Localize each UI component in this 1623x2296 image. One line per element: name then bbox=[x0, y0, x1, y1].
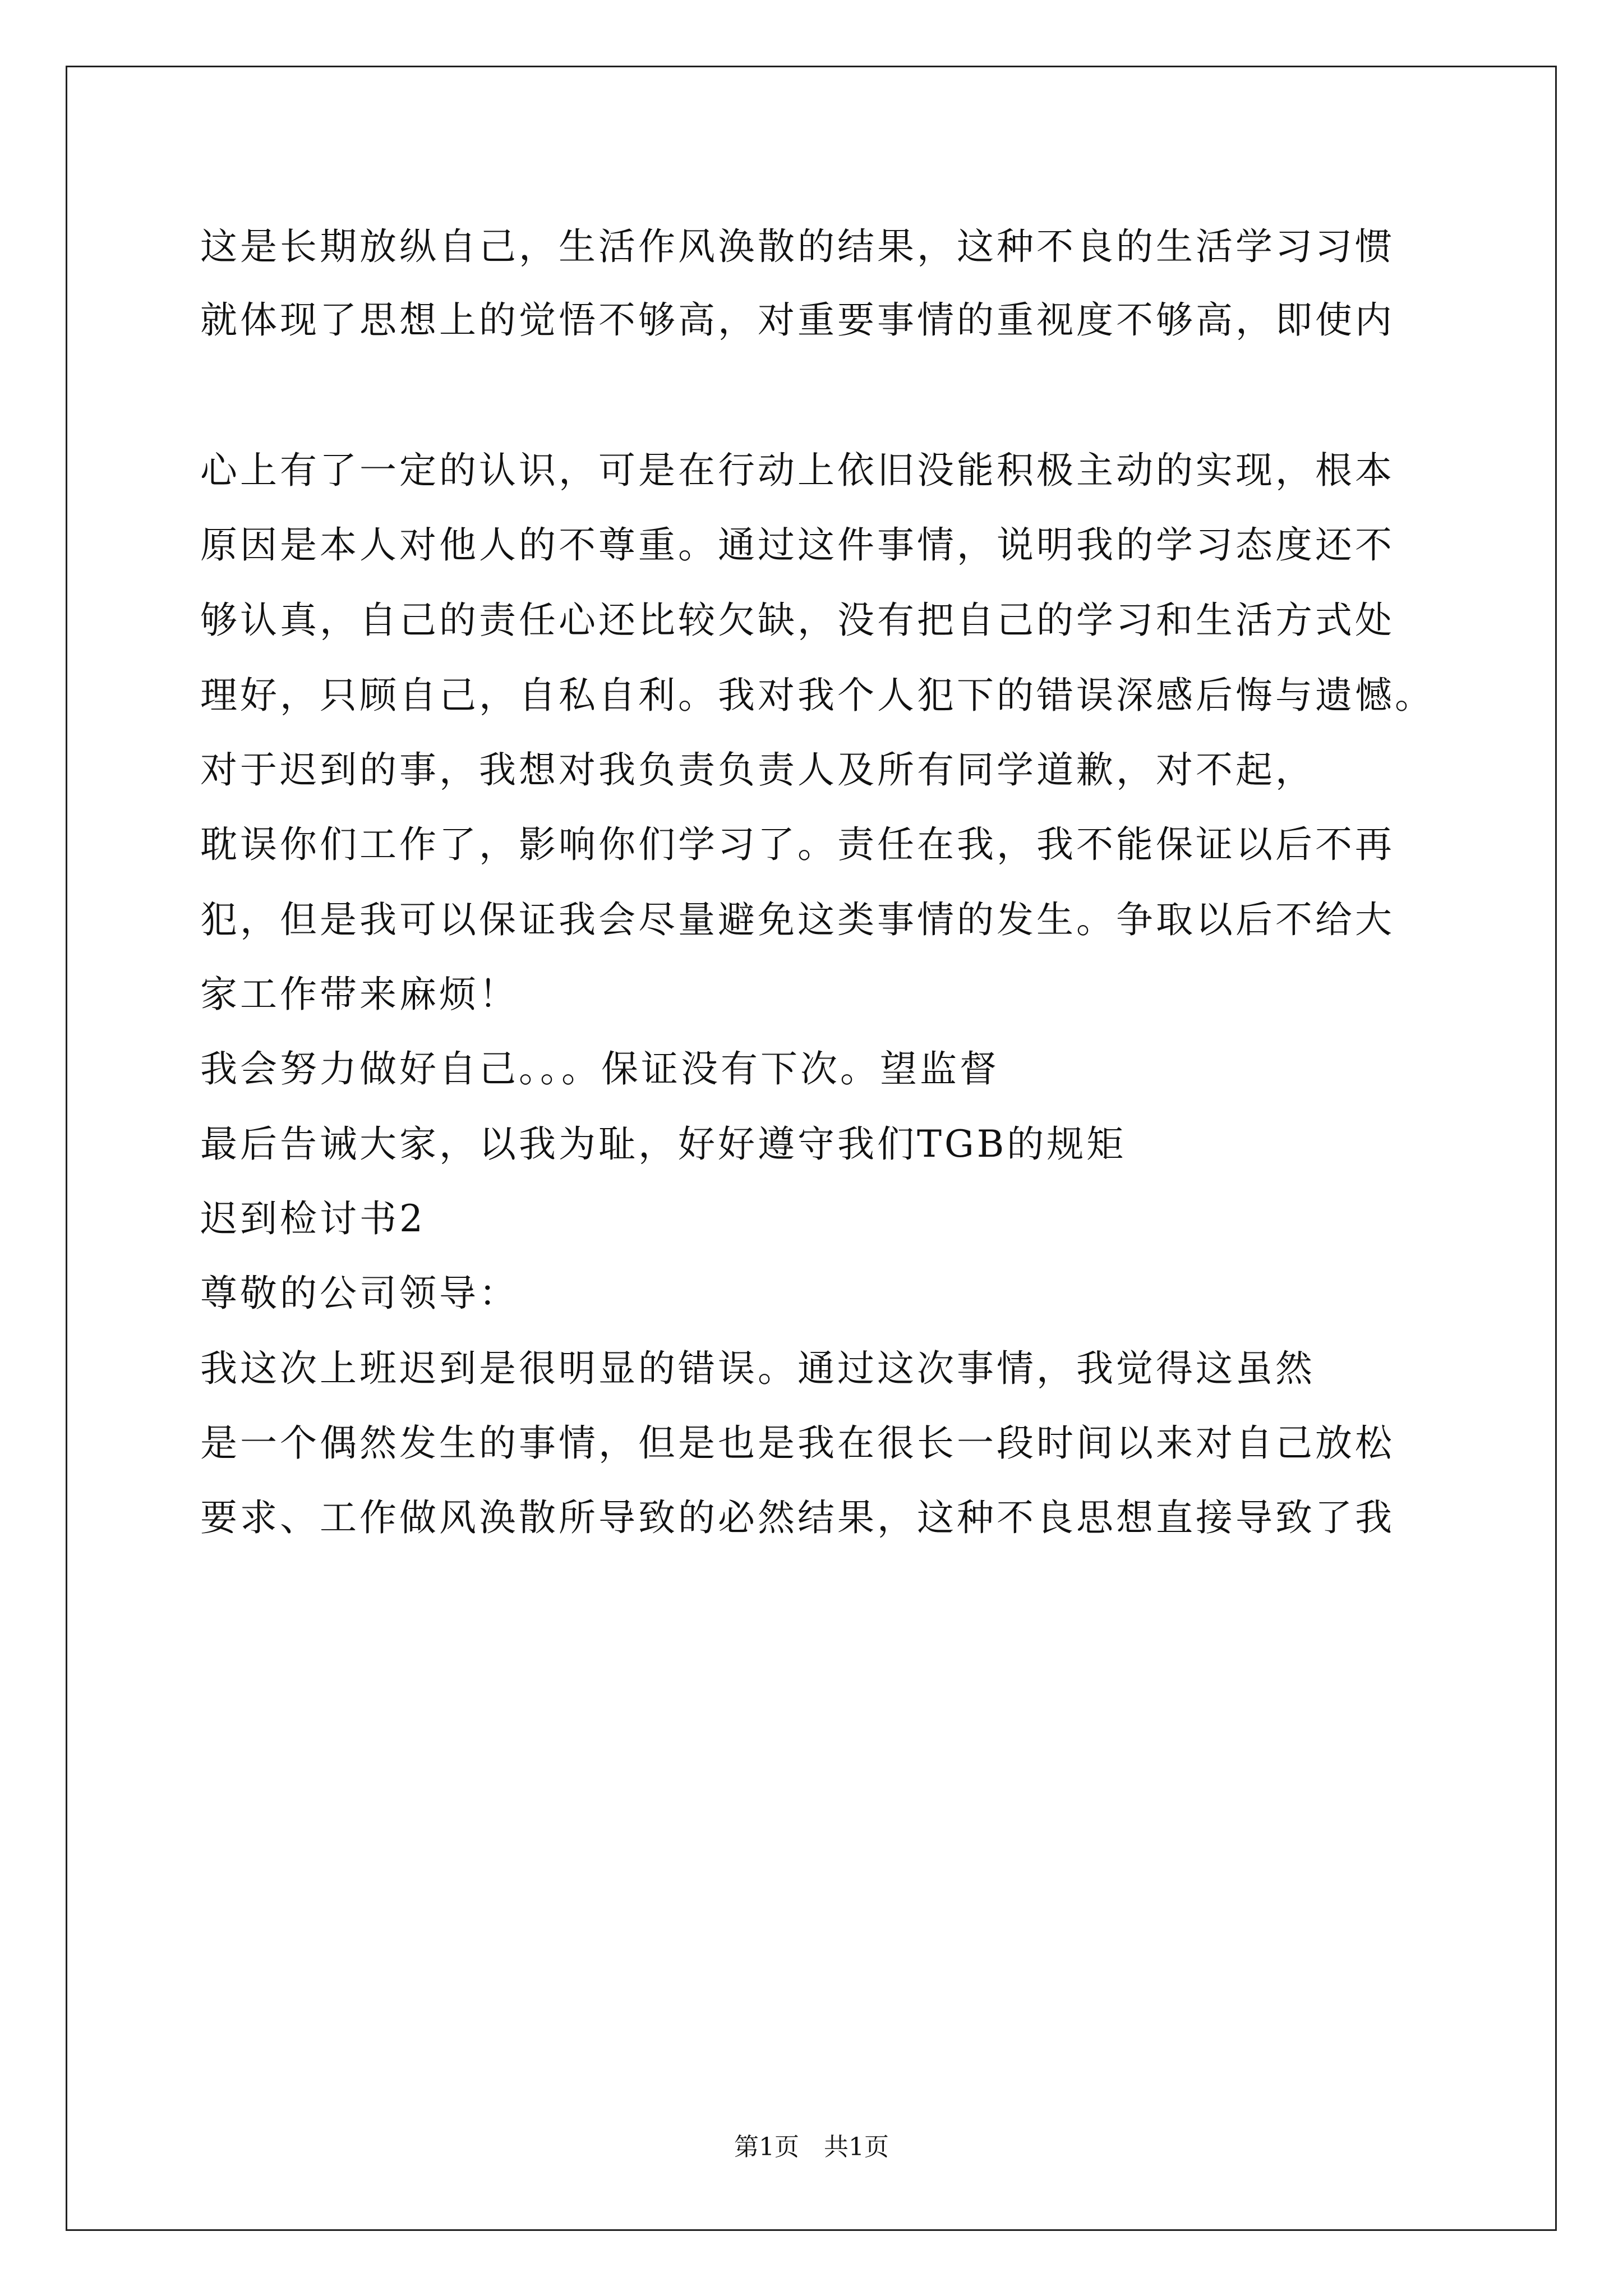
body-line-1: 这是长期放纵自己，生活作风涣散的结果，这种不良的生活学习习惯 bbox=[200, 225, 1395, 268]
body-line-11: 我会努力做好自己。。。保证没有下次。望监督 bbox=[200, 1047, 999, 1091]
body-line-2: 就体现了思想上的觉悟不够高，对重要事情的重视度不够高，即使内 bbox=[200, 298, 1395, 342]
body-line-15: 我这次上班迟到是很明显的错误。通过这次事情，我觉得这虽然 bbox=[200, 1347, 1315, 1390]
body-line-17: 要求、工作做风涣散所导致的必然结果，这种不良思想直接导致了我 bbox=[200, 1496, 1395, 1539]
body-line-14: 尊敬的公司领导： bbox=[200, 1272, 519, 1315]
body-line-9: 犯，但是我可以保证我会尽量避免这类事情的发生。争取以后不给大 bbox=[200, 898, 1395, 941]
body-line-8: 耽误你们工作了，影响你们学习了。责任在我，我不能保证以后不再 bbox=[200, 823, 1395, 866]
body-line-16: 是一个偶然发生的事情，但是也是我在很长一段时间以来对自己放松 bbox=[200, 1421, 1395, 1465]
body-line-6: 理好，只顾自己，自私自利。我对我个人犯下的错误深感后悔与遗憾。 bbox=[200, 674, 1435, 717]
body-line-5: 够认真，自己的责任心还比较欠缺，没有把自己的学习和生活方式处 bbox=[200, 599, 1395, 642]
body-line-12: 最后告诫大家，以我为耻，好好遵守我们TGB的规矩 bbox=[200, 1122, 1127, 1166]
body-line-13: 迟到检讨书2 bbox=[200, 1197, 426, 1240]
page-footer: 第1页 共1页 bbox=[734, 2133, 889, 2161]
body-line-3: 心上有了一定的认识，可是在行动上依旧没能积极主动的实现，根本 bbox=[200, 449, 1395, 492]
body-line-10: 家工作带来麻烦！ bbox=[200, 973, 519, 1016]
body-line-7: 对于迟到的事，我想对我负责负责人及所有同学道歉，对不起， bbox=[200, 748, 1315, 792]
body-line-4: 原因是本人对他人的不尊重。通过这件事情，说明我的学习态度还不 bbox=[200, 523, 1395, 567]
